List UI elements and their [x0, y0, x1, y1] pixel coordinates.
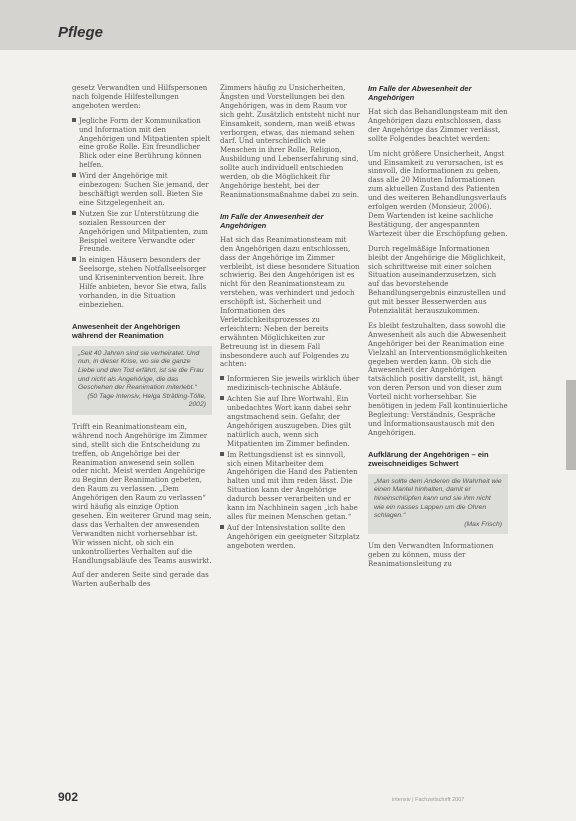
bullet-square-icon	[72, 257, 76, 261]
page-number: 902	[58, 790, 79, 804]
section-heading-education: Aufklärung der Angehörigen – ein zweischneidiges Schwert	[368, 449, 489, 468]
body-paragraph: Durch regelmäßige Informationen bleibt der Angehörige die Möglichkeit, sich schrittweise mit einer solchen Situation auseinanderzusetzen, sich auf das bevorstehende Behandlungsergebnis einzustellen und gut mit besser Besserwerden aus Potenzialität herauszukommen.	[368, 244, 506, 316]
article-body	[58, 84, 518, 784]
list-item: Informieren Sie jeweils wirklich über medizinisch-technische Abläufe.	[220, 375, 360, 393]
footer-running-text: intensiv | Fachzeitschrift 2007	[392, 797, 465, 803]
column-3	[368, 84, 508, 784]
quote-box	[72, 346, 212, 415]
quote-box	[368, 474, 508, 535]
list-item: Nutzen Sie zur Unterstützung die sozialen Ressourcen der Angehörigen und Mitpatienten, zum Beispiel weitere Verwandte oder Freunde.	[72, 210, 212, 255]
list-item: Im Rettungsdienst ist es sinnvoll, sich einen Mitarbeiter dem Angehörigen die Hand des Patienten halten und mit ihm reden lässt. Die Situation kann der Angehörige dadurch besser verarbeiten und er kann im Nachhinein sagen „ich habe alles für meinen Menschen getan.“	[220, 451, 360, 522]
section-heading-absence: Im Falle der Abwesenheit der Angehörigen	[368, 84, 472, 102]
side-thumb-tab	[566, 380, 576, 470]
body-paragraph: Auf der anderen Seite sind gerade das Warten außerhalb des	[72, 571, 209, 589]
body-paragraph: Es bleibt festzuhalten, dass sowohl die Anwesenheit als auch die Abwesenheit Angehöriger bei der Reanimation eine Vielzahl an Interventionsmöglichkeiten gegeben werden kann. Ob sich die Anwesenheit der Angehörigen tatsächlich positiv darstellt, ist, hängt von deren Person und von dieser zum Vorteil nicht vorhersehbar. Sie benötigen in jedem Fall kontinuierliche Begleitung: Verständnis, Gespräche und Informationsaustausch mit den Angehörigen.	[368, 321, 508, 437]
list-item: Achten Sie auf Ihre Wortwahl. Ein unbedachtes Wort kann dabei sehr angstmachend sein. Gefahr, der Angehörigen auszugeben. Dies gilt natürlich auch, wenn sich Mitpatienten im Zimmer befinden.	[220, 395, 360, 448]
body-paragraph: Hat sich das Behandlungsteam mit den Angehörigen dazu entschlossen, dass der Angehörige das Zimmer verlässt, sollte Folgendes beachtet werden:	[368, 108, 508, 143]
bullet-square-icon	[220, 396, 224, 400]
body-paragraph: Um den Verwandten Informationen geben zu können, muss der Reanimationsleitung zu	[368, 542, 494, 569]
section-heading-presence: Im Falle der Anwesenheit der Angehörigen	[220, 211, 324, 230]
body-paragraph: Zimmers häufig zu Unsicherheiten, Ängsten und Vorstellungen bei den Angehörigen, was in dem Raum vor sich geht. Zusätzlich entsteht nicht nur Einsamkeit, sondern, man weiß etwas verborgen, etwas, das niemand sehen darf. Und unterschiedlich wie Menschen in ihrer Rolle, Religion, Ausbildung und Lebenserfahrung sind, sollte auch individuell entschieden werden, ob die Möglichkeit für Angehörige besteht, bei der Reanimationsmaßnahme dabei zu sein.	[220, 84, 360, 199]
quote-source: (50 Tage Intensiv, Helga Strätling-Tölle, 2002)	[87, 392, 206, 409]
bullet-square-icon	[72, 211, 76, 215]
bullet-square-icon	[220, 452, 224, 456]
body-paragraph: Um nicht größere Unsicherheit, Angst und Einsamkeit zu verursachen, ist es sinnvoll, die Informationen zu geben, dass alle 20 Minuten Informationen zum aktuellen Zustand des Patienten und des weiteren Behandlungsverlaufs erfolgen werden (Monsieur, 2006). Dem Wartenden ist keine sachliche Bestätigung, der angespannten Wartezeit über die Erschöpfung geben.	[368, 149, 508, 238]
section-heading-reanimation: Anwesenheit der Angehörigen während der Reanimation	[72, 321, 181, 340]
bullet-square-icon	[220, 525, 224, 529]
list-item: Jegliche Form der Kommunikation und Information mit den Angehörigen und Mitpatienten spielt eine große Rolle. Ein freundlicher Blick oder eine Berührung können helfen.	[72, 117, 212, 170]
body-paragraph: Trifft ein Reanimationsteam ein, während noch Angehörige im Zimmer sind, stellt sich die Entscheidung zu treffen, ob Angehörige bei der Reanimation anwesend sein sollen oder nicht. Meist werden Angehörige zu Beginn der Reanimation gebeten, den Raum zu verlassen. „Dem Angehörigen den Raum zu verlassen“ wird häufig als einzige Option gesehen. Ein weiterer Grund mag sein, dass das Verhalten der anwesenden Verwandten nicht vorhersehbar ist. Wir wissen nicht, ob sich ein unkontrolliertes Verhalten auf die Handlungsabläufe des Teams auswirkt.	[72, 422, 212, 565]
body-paragraph: Hat sich das Reanimationsteam mit den Angehörigen dazu entschlossen, dass der Angehörige im Zimmer verbleibt, ist diese besondere Situation schwierig. Bei den Angehörigen ist es nicht für den Reanimationsteam zu verstehen, was verhindert und jedoch erschöpft ist. Sicherheit und Informationen des Verletzlichkeitsprozesses zu erleichtern: Neben der bereits erwähnten Möglichkeiten zur Betreuung ist in diesem Fall insbesondere auch auf Folgendes zu achten:	[220, 235, 360, 369]
intro-paragraph: gesetz Verwandten und Hilfspersonen nach folgende Hilfestellungen angeboten werden:	[72, 84, 208, 110]
quote-text: „Man sollte dem Anderen die Wahrheit wie einen Mantel hinhalten, damit er hineinschlüpfen kann und sie ihm nicht wie ein nasses Lappen um die Ohren schlagen.“	[374, 477, 502, 520]
section-title: Pflege	[58, 24, 104, 41]
bullet-square-icon	[72, 173, 76, 177]
list-item: In einigen Häusern besonders der Seelsorge, stehen Notfallseelsorger und Krisenintervention bereit. Ihre Hilfe anbieten, bevor Sie etwa, falls vorhanden, in die Situation einbeziehen.	[72, 256, 212, 309]
list-item: Auf der Intensivstation sollte den Angehörigen ein geeigneter Sitzplatz angeboten werden.	[220, 524, 360, 551]
quote-source: (Max Frisch)	[464, 520, 502, 528]
bullet-square-icon	[72, 118, 76, 122]
list-item: Wird der Angehörige mit einbezogen: Suchen Sie jemand, der beschäftigt werden soll. Bieten Sie eine Sitzgelegenheit an.	[72, 172, 212, 208]
column-1	[72, 84, 212, 784]
column-2	[220, 84, 360, 784]
quote-text: „Seit 40 Jahren sind sie verheiratet. Und nun, in dieser Krise, wo sie die ganze Liebe und den Tod erfährt, ist sie die Frau und nicht als Angehörige, die das Geschehen der Reanimation miterlebt.“	[78, 349, 204, 392]
bullet-square-icon	[220, 376, 224, 380]
